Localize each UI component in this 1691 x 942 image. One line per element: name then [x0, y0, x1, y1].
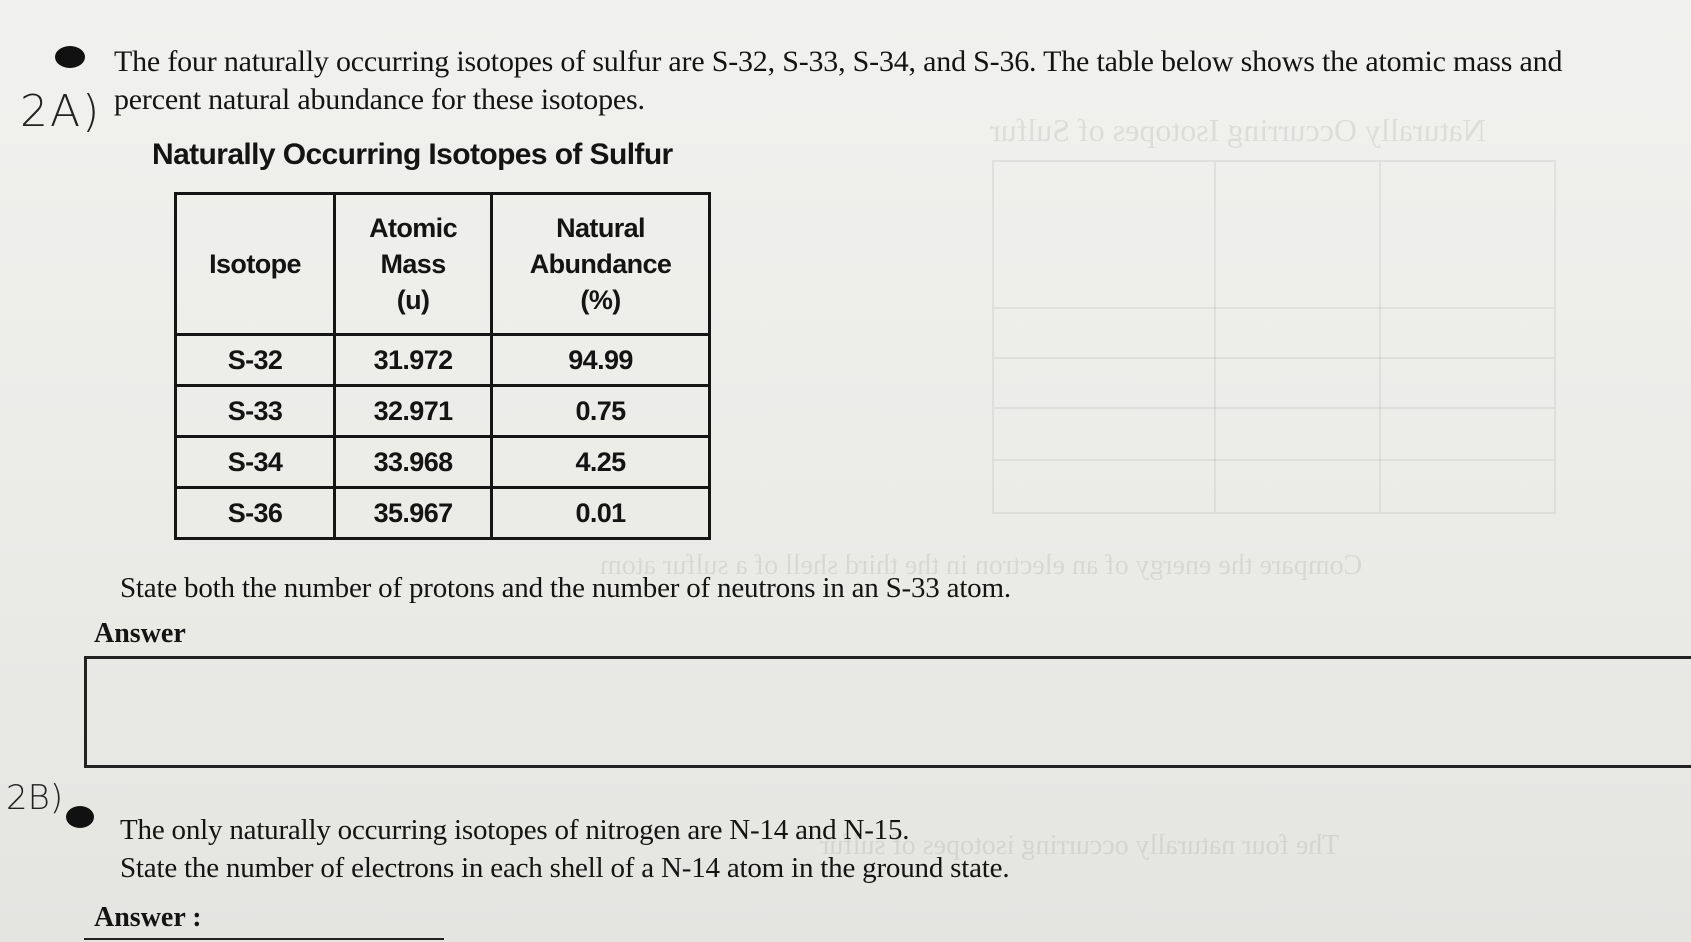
table-row: [176, 335, 710, 386]
cell-isotope: S-33: [176, 386, 335, 437]
prompt-protons-neutrons: State both the number of protons and the number of neutrons in an S-33 atom.: [120, 572, 1011, 604]
bleed-through-text: Naturally Occurring Isotopes of Sulfur: [990, 112, 1486, 148]
table-row: [176, 386, 710, 437]
bleed-through-text-2: Compare the energy of an electron in the third shell of a sulfur atom: [600, 550, 1363, 581]
margin-note-2a: 2A): [20, 86, 102, 137]
answer-box-1[interactable]: [84, 656, 1691, 768]
table-row: [176, 488, 710, 539]
bleed-through-text-3: The four naturally occurring isotopes of sulfur: [820, 830, 1340, 861]
cell-abundance: 4.25: [492, 437, 710, 488]
cell-isotope: S-36: [176, 488, 335, 539]
question-1-line-1: The four naturally occurring isotopes of sulfur are S-32, S-33, S-34, and S-36. The table below shows the atomic mass and: [114, 45, 1563, 78]
table-header-row: [176, 194, 710, 335]
cell-mass: 31.972: [335, 335, 492, 386]
bullet-point-icon: [66, 806, 94, 828]
answer-label-1: Answer: [94, 618, 186, 649]
bullet-point-icon: [55, 46, 85, 68]
answer-label-2: Answer :: [94, 902, 202, 933]
cell-abundance: 0.01: [492, 488, 710, 539]
question-2-line-1: The only naturally occurring isotopes of nitrogen are N-14 and N-15.: [120, 814, 910, 846]
table-title: Naturally Occurring Isotopes of Sulfur: [152, 138, 673, 171]
cell-isotope: S-32: [176, 335, 335, 386]
bleed-through-table: [992, 160, 1556, 514]
header-isotope: Isotope: [176, 194, 335, 335]
header-natural-abundance: Natural Abundance (%): [492, 194, 710, 335]
table-row: [176, 437, 710, 488]
cell-abundance: 94.99: [492, 335, 710, 386]
cell-mass: 32.971: [335, 386, 492, 437]
header-atomic-mass: Atomic Mass (u): [335, 194, 492, 335]
cell-isotope: S-34: [176, 437, 335, 488]
cell-abundance: 0.75: [492, 386, 710, 437]
isotope-table: [174, 192, 711, 540]
question-2-line-2: State the number of electrons in each shell of a N-14 atom in the ground state.: [120, 852, 1010, 884]
question-1-line-2: percent natural abundance for these isotopes.: [114, 83, 645, 116]
answer-line-2[interactable]: [84, 938, 444, 940]
margin-note-2b: 2B): [6, 778, 64, 818]
cell-mass: 33.968: [335, 437, 492, 488]
cell-mass: 35.967: [335, 488, 492, 539]
